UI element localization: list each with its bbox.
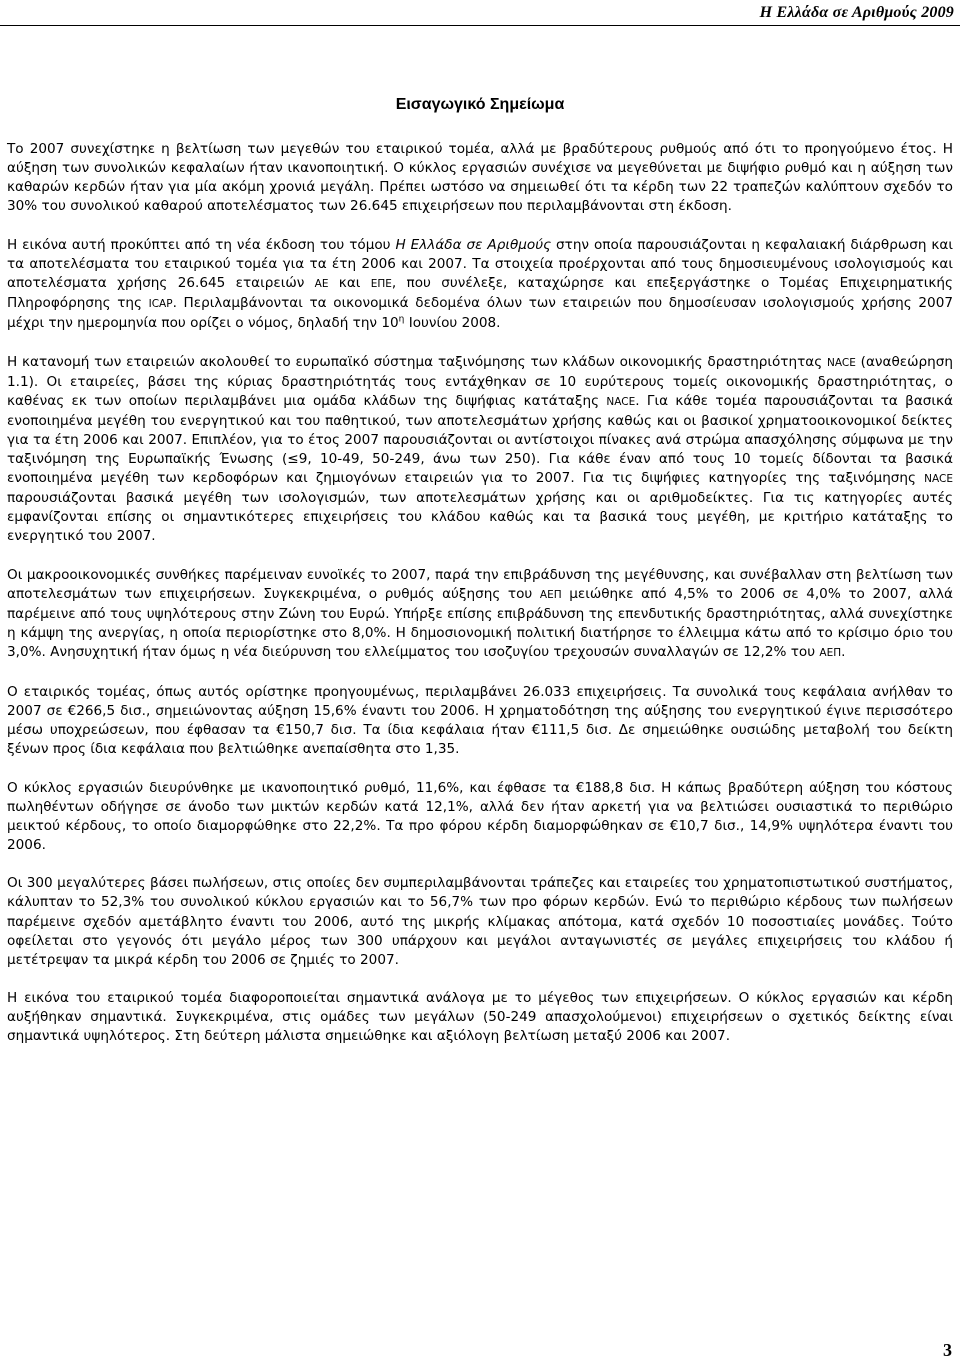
- p4-text-b: μειώθηκε από 4,5% το 2006 σε 4,0% το 2007, αλλά παρέμεινε από τους υψηλότερους στην Ζώνη του Ευρώ. Υπήρξε επίσης επιβράδυνση της επενδυτικής δραστηριότητας, αλλά συνεχίστηκε η κάμψη της ανεργίας, η οποία περιορίστηκε στο 8,0%. Η δημοσιονομική πολιτική διατήρησε το έλλειμμα κάτω από το κρίσιμο όριο του 3,0%. Ανησυχητική ήταν όμως η νέα διεύρυνση του ελλείμματος του ισοζυγίου τρεχουσών συναλλαγών σε 12,2% του: [7, 586, 953, 661]
- p2-text-e: . Περιλαμβάνονται τα οικονομικά δεδομένα όλων των εταιρειών που δημοσίευσαν ισολογισμούς χρήσης 2007 μέχρι την ημερομηνία που ορίζει ο νόμος, δηλαδή την 10: [7, 295, 953, 332]
- abbr-nace: NACE: [827, 356, 856, 369]
- ordinal-superscript: η: [398, 314, 405, 325]
- p2-text-f: Ιουνίου 2008.: [404, 315, 501, 332]
- p3-text-a: Η κατανομή των εταιρειών ακολουθεί το ευρωπαϊκό σύστημα ταξινόμησης των κλάδων οικονομικής δραστηριότητας: [7, 353, 828, 370]
- p2-text-c: και: [328, 274, 371, 291]
- paragraph-5: Ο εταιρικός τομέας, όπως αυτός ορίστηκε προηγουμένως, περιλαμβάνει 26.033 επιχειρήσεις. Τα συνολικά τους κεφάλαια ανήλθαν το 2007 σε €266,5 δισ., σημειώνοντας αύξηση 15,6% έναντι του 2006. Η χρηματοδότηση της αύξησης του ενεργητικού έγινε περισσότερο μέσω υποχρεώσεων, που έφθασαν τα €150,7 δισ. Τα ίδια κεφάλαια ήταν €111,5 δισ. Δε σημειώθηκε ουσιώδης μεταβολή του δείκτη ξένων προς ίδια κεφάλαια που βελτιώθηκε ανεπαίσθητα στο 1,35.: [7, 683, 953, 758]
- p2-text-d: , που συνέλεξε, καταχώρησε και επεξεργάστηκε ο Τομέας Επιχειρηματικής Πληροφόρησης της: [7, 274, 953, 312]
- abbr-icap: ICAP: [148, 298, 173, 311]
- running-header-title: Η Ελλάδα σε Αριθμούς 2009: [759, 4, 954, 21]
- publication-title: Η Ελλάδα σε Αριθμούς: [395, 236, 552, 253]
- header-divider: [0, 25, 960, 26]
- page-number: 3: [943, 1340, 952, 1360]
- abbr-nace: NACE: [606, 395, 636, 408]
- paragraph-1: Το 2007 συνεχίστηκε η βελτίωση των μεγεθών του εταιρικού τομέα, αλλά με βραδύτερους ρυθμούς από ότι το προηγούμενο έτος. Η αύξηση των συνολικών κεφαλαίων ήταν ικανοποιητική. Ο κύκλος εργασιών συνέχισε να μεγεθύνεται με διψήφιο ρυθμό και η αύξηση των καθαρών κερδών ήταν για μία ακόμη χρονιά μεγάλη. Πρέπει ωστόσο να σημειωθεί ότι τα κέρδη των 22 τραπεζών καλύπτουν σχεδόν το 30% του συνολικού καθαρού αποτελέσματος των 26.645 επιχειρήσεων που περιλαμβάνονται στη έκδοση.: [7, 141, 953, 215]
- document-body: [7, 140, 953, 1066]
- abbr-nace: NACE: [924, 473, 953, 486]
- abbr-epe: ΕΠΕ: [370, 277, 392, 290]
- paragraph-4: [7, 566, 953, 663]
- p3-text-c: . Για κάθε τομέα παρουσιάζονται τα βασικά ενοποιημένα μεγέθη του ενεργητικού και του παθητικού, των αποτελεσμάτων χρήσης καθώς και οι βασικοί χρηματοοικονομικοί δείκτες για τα έτη 2006 και 2007. Επιπλέον, για το έτος 2007 παρουσιάζονται οι αντίστοιχοι πίνακες ανά στρώμα απασχόλησης σύμφωνα με την ταξινόμηση της Ευρωπαϊκής Ένωσης (≤9, 10-49, 50-249, άνω των 250). Για κάθε έναν από τους 10 τομείς δίδονται τα βασικά ενοποιημένα μεγέθη των κερδοφόρων και ζημιογόνων εταιρειών για το 2007. Για τις διψήφιες κατηγορίες της ταξινόμησης: [7, 392, 953, 487]
- p2-text-b: στην οποία παρουσιάζονται η κεφαλαιακή διάρθρωση και τα αποτελέσματα του εταιρικού τομέα για τα έτη 2006 και 2007. Τα στοιχεία προέρχονται από τους δημοσιευμένους ισολογισμούς και αποτελέσματα χρήσης 26.645 εταιρειών: [7, 236, 953, 291]
- paragraph-2: [7, 236, 953, 333]
- abbr-aep: ΑΕΠ: [819, 647, 842, 660]
- p2-text-a: Η εικόνα αυτή προκύπτει από τη νέα έκδοση του τόμου: [7, 236, 396, 253]
- abbr-aep: ΑΕΠ: [539, 589, 562, 602]
- paragraph-7: Οι 300 μεγαλύτερες βάσει πωλήσεων, στις οποίες δεν συμπεριλαμβάνονται τράπεζες και εταιρείες του χρηματοπιστωτικού συστήματος, κάλυπταν το 52,3% του συνολικού κύκλου εργασιών και το 56,7% των προ φόρων κερδών. Ενώ το περιθώριο κέρδους των πωλήσεων παρέμεινε σχεδόν αμετάβλητο έναντι του 2006, αυτό της μικρής κλίμακας απότομα, κατά σχεδόν 10 ποσοστιαίες μονάδες. Τούτο οφείλεται στο γεγονός ότι μεγάλο μέρος των 300 υπάρχουν και μεγάλοι ανταγωνιστές σε μεγάλες επιχειρήσεις του κλάδου ή μετέτρεψαν τα μικρά κέρδη του 2006 σε ζημιές το 2007.: [7, 875, 953, 968]
- paragraph-6: Ο κύκλος εργασιών διευρύνθηκε με ικανοποιητικό ρυθμό, 11,6%, και έφθασε τα €188,8 δισ. Η κάπως βραδύτερη αύξηση του κόστους πωληθέντων οδήγησε σε άνοδο των μικτών κερδών κατά 12,1%, αλλά δεν ήταν αρκετή για να βελτιώσει ουσιαστικά το περιθώριο μεικτού κέρδους, το οποίο διαμορφώθηκε στο 22,2%. Τα προ φόρου κέρδη διαμορφώθηκαν σε €10,7 δισ., 14,9% υψηλότερα έναντι του 2006.: [7, 779, 953, 853]
- paragraph-8: Η εικόνα του εταιρικού τομέα διαφοροποιείται σημαντικά ανάλογα με το μέγεθος των επιχειρήσεων. Ο κύκλος εργασιών και κέρδη αυξήθηκαν σημαντικά. Συγκεκριμένα, στις ομάδες των μεγάλων (50-249 απασχολούμενοι) επιχειρήσεων ο σχετικός δείκτης είναι σημαντικά υψηλότερος. Στη δεύτερη μάλιστα σημειώθηκε και αξιόλογη βελτίωση μεταξύ 2006 και 2007.: [7, 990, 953, 1045]
- paragraph-3: [7, 353, 953, 547]
- p4-text-c: .: [841, 644, 846, 661]
- p3-text-b: (αναθεώρηση 1.1). Οι εταιρείες, βάσει της κύριας δραστηριότητάς τους εντάχθηκαν σε 10 ευρύτερους τομείς οικονομικής δραστηριότητας, ο καθένας εκ των οποίων περιλαμβάνει μια ομάδα κλάδων της διψήφιας κατάταξης: [7, 353, 954, 409]
- abbr-ae: ΑΕ: [314, 277, 329, 290]
- p3-text-d: παρουσιάζονται βασικά μεγέθη των ισολογισμών, των αποτελεσμάτων χρήσης και οι αριθμοδείκτες. Για τις κατηγορίες αυτές εμφανίζονται επίσης οι σημαντικότερες επιχειρήσεις του κλάδου καθώς και τα βασικά τους μεγέθη, με κριτήριο κατάταξης το ενεργητικό του 2007.: [7, 490, 953, 545]
- p4-text-a: Οι μακροοικονομικές συνθήκες παρέμειναν ευνοϊκές το 2007, παρά την επιβράδυνση της μεγέθυνσης, και συνέβαλλαν στη βελτίωση των αποτελεσμάτων των επιχειρήσεων. Συγκεκριμένα, ο ρυθμός αύξησης του: [7, 566, 953, 603]
- section-title: Εισαγωγικό Σημείωμα: [395, 96, 565, 113]
